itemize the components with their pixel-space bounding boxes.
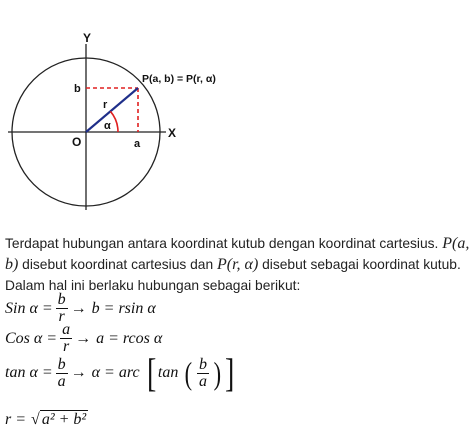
left-paren: ( [184,355,193,391]
tan-inner-den: a [199,372,208,390]
formula-r [5,410,88,429]
intro-text-3: disebut sebagai koordinat kutub. Dalam hal ini berlaku hubungan sebagai berikut: [5,257,461,293]
tan-fraction [56,357,68,390]
right-bracket: ] [224,350,235,395]
radius-line [86,88,138,132]
sin-rhs: b = rsin α [91,299,156,317]
point-label: P(a, b) = P(r, α) [142,73,216,85]
r-lhs: r = [5,410,27,428]
cos-fraction [60,322,72,355]
tan-lhs: tan α = [5,364,53,381]
sin-den: r [58,308,65,325]
cos-arrow: → [75,329,92,347]
label-r: r [103,99,108,111]
tan-inner-fraction [197,357,209,390]
formula-cos [5,322,162,355]
tan-inner-num: b [199,355,208,373]
cos-num: a [62,321,71,338]
sin-arrow: → [70,299,87,317]
sqrt-sign: √ [31,410,40,428]
r-radicand: a² + b² [41,411,87,428]
cos-den: r [62,338,70,355]
tan-arrow: → [70,364,87,381]
cos-rhs: a = rcos α [96,329,163,347]
formula-tan [5,350,236,395]
math-polar: P(r, α) [217,256,259,273]
right-paren: ) [213,355,222,391]
tan-den: a [57,372,66,390]
axis-x-label: X [168,126,177,140]
angle-label: α [104,120,111,132]
tan-func: tan [157,364,179,381]
intro-text-1: Terdapat hubungan antara koordinat kutub dengan koordinat cartesius. [5,236,439,251]
polar-coordinate-diagram [0,30,220,220]
tan-rhs: α = arc [91,364,140,381]
formula-sin [5,292,156,325]
sin-num: b [57,291,66,308]
label-b: b [74,83,81,95]
origin-label: O [72,135,82,149]
angle-arc [110,111,118,132]
label-a: a [134,138,141,150]
math-cartesian: P(a, b) [5,235,470,273]
sin-lhs: Sin α = [5,299,53,317]
left-bracket: [ [146,350,156,395]
axis-y-label: Y [83,31,92,45]
intro-paragraph [5,233,470,296]
tan-num: b [57,355,66,373]
cos-lhs: Cos α = [5,329,58,347]
intro-text-2: disebut koordinat cartesius dan [22,257,214,272]
